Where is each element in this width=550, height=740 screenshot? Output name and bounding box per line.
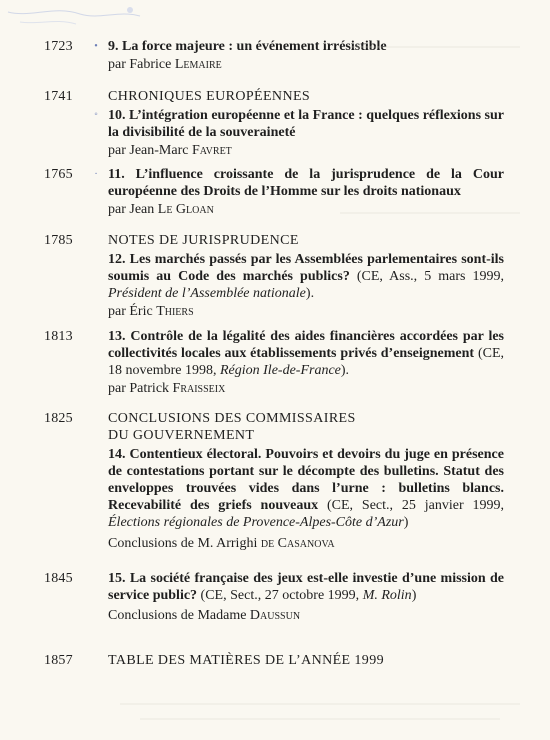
article-title bbox=[108, 446, 504, 531]
author-name: Daussun bbox=[249, 608, 301, 623]
case-reference-end: ). bbox=[340, 363, 350, 378]
case-reference-text: (CE, Sect., 25 janvier 1999, bbox=[318, 498, 505, 513]
circle-mark-icon: ◦ bbox=[94, 109, 98, 120]
case-reference-end: ) bbox=[403, 515, 409, 530]
author-prefix: par Jean-Marc bbox=[108, 143, 192, 158]
section-heading-line-1: CONCLUSIONS DES COMMISSAIRES bbox=[108, 411, 356, 426]
entry-content bbox=[108, 166, 504, 218]
article-title bbox=[108, 328, 504, 379]
article-title bbox=[108, 107, 504, 141]
article-title-text: 11. L’influence croissante de la jurisprudence de la Cour européenne des Droits de l’Homme sur les droits nationaux bbox=[108, 167, 504, 199]
case-reference bbox=[197, 588, 416, 603]
entry-content bbox=[108, 570, 504, 624]
page-number: 1741 bbox=[44, 89, 73, 104]
article-title-text: 13. Contrôle de la légalité des aides financières accordées par les collectivités locales aux établissements privés d’enseignement bbox=[108, 329, 504, 361]
dot-mark-icon: · bbox=[94, 169, 98, 180]
section-heading bbox=[108, 410, 504, 444]
section-heading: NOTES DE JURISPRUDENCE bbox=[108, 233, 299, 248]
case-reference-text: (CE, Sect., 27 octobre 1999, bbox=[197, 588, 363, 603]
case-name: Président de l’Assemblée nationale bbox=[108, 286, 306, 301]
author-prefix: par Jean bbox=[108, 202, 158, 217]
author-name: Lemaire bbox=[174, 57, 222, 72]
author-line bbox=[108, 535, 504, 552]
dot-mark-icon: • bbox=[94, 41, 98, 52]
author-prefix: par Fabrice bbox=[108, 57, 175, 72]
case-name: M. Rolin bbox=[362, 588, 412, 603]
case-reference-text: (CE, Ass., 5 mars 1999, bbox=[349, 269, 504, 284]
article-title bbox=[108, 38, 504, 55]
article-title-text: 15. La société française des jeux est-elle investie d’une mission de service public? bbox=[108, 571, 504, 603]
section-heading: TABLE DES MATIÈRES DE L’ANNÉE 1999 bbox=[108, 653, 385, 668]
case-reference-text: (CE, 18 novembre 1998, bbox=[108, 346, 504, 378]
article-title bbox=[108, 166, 504, 200]
article-title-text: 14. Contentieux électoral. Pouvoirs et devoirs du juge en présence de contestations portant sur le décompte des bulletins. Statut des enveloppes trouvées vides dans l’urne : bulletins blancs. Recevabilité des griefs nouveaux bbox=[108, 447, 504, 513]
author-prefix: par Éric bbox=[108, 304, 157, 319]
author-name: de Casanova bbox=[260, 536, 335, 551]
page-number: 1723 bbox=[44, 39, 73, 54]
author-line bbox=[108, 607, 504, 624]
case-name: Région Ile-de-France bbox=[219, 363, 341, 378]
page-number: 1813 bbox=[44, 329, 73, 344]
page-number: 1825 bbox=[44, 411, 73, 426]
author-prefix: Conclusions de M. Arrighi bbox=[108, 536, 261, 551]
section-heading: CHRONIQUES EUROPÉENNES bbox=[108, 89, 311, 104]
entry-content bbox=[108, 88, 504, 159]
page-number: 1785 bbox=[44, 233, 73, 248]
section-heading-line-2: DU GOUVERNEMENT bbox=[108, 428, 255, 443]
entry-content bbox=[108, 410, 504, 552]
article-title-text: 12. Les marchés passés par les Assemblées parlementaires sont-ils soumis au Code des marchés publics? bbox=[108, 252, 504, 284]
faded-stamp-mark bbox=[0, 0, 145, 32]
case-reference-end: ) bbox=[411, 588, 417, 603]
author-name: Thiers bbox=[156, 304, 194, 319]
author-line bbox=[108, 303, 504, 320]
article-title-text: 9. La force majeure : un événement irrésistible bbox=[108, 39, 387, 54]
article-title bbox=[108, 570, 504, 604]
case-name: Élections régionales de Provence-Alpes-Côte d’Azur bbox=[108, 515, 404, 530]
entry-content bbox=[108, 328, 504, 397]
author-line bbox=[108, 380, 504, 397]
author-line bbox=[108, 201, 504, 218]
article-title bbox=[108, 251, 504, 302]
author-name: Le Gloan bbox=[157, 202, 214, 217]
entry-content bbox=[108, 652, 504, 671]
author-line bbox=[108, 56, 504, 73]
page-number: 1765 bbox=[44, 167, 73, 182]
entry-content bbox=[108, 232, 504, 320]
case-reference-end: ). bbox=[305, 286, 315, 301]
author-prefix: Conclusions de Madame bbox=[108, 608, 250, 623]
author-name: Fraisseix bbox=[172, 381, 226, 396]
author-name: Favret bbox=[191, 143, 232, 158]
entry-content bbox=[108, 38, 504, 73]
page-number: 1845 bbox=[44, 571, 73, 586]
author-line bbox=[108, 142, 504, 159]
article-title-text: 10. L’intégration européenne et la France : quelques réflexions sur la divisibilité de la souveraineté bbox=[108, 108, 504, 140]
author-prefix: par Patrick bbox=[108, 381, 173, 396]
page-number: 1857 bbox=[44, 653, 73, 668]
